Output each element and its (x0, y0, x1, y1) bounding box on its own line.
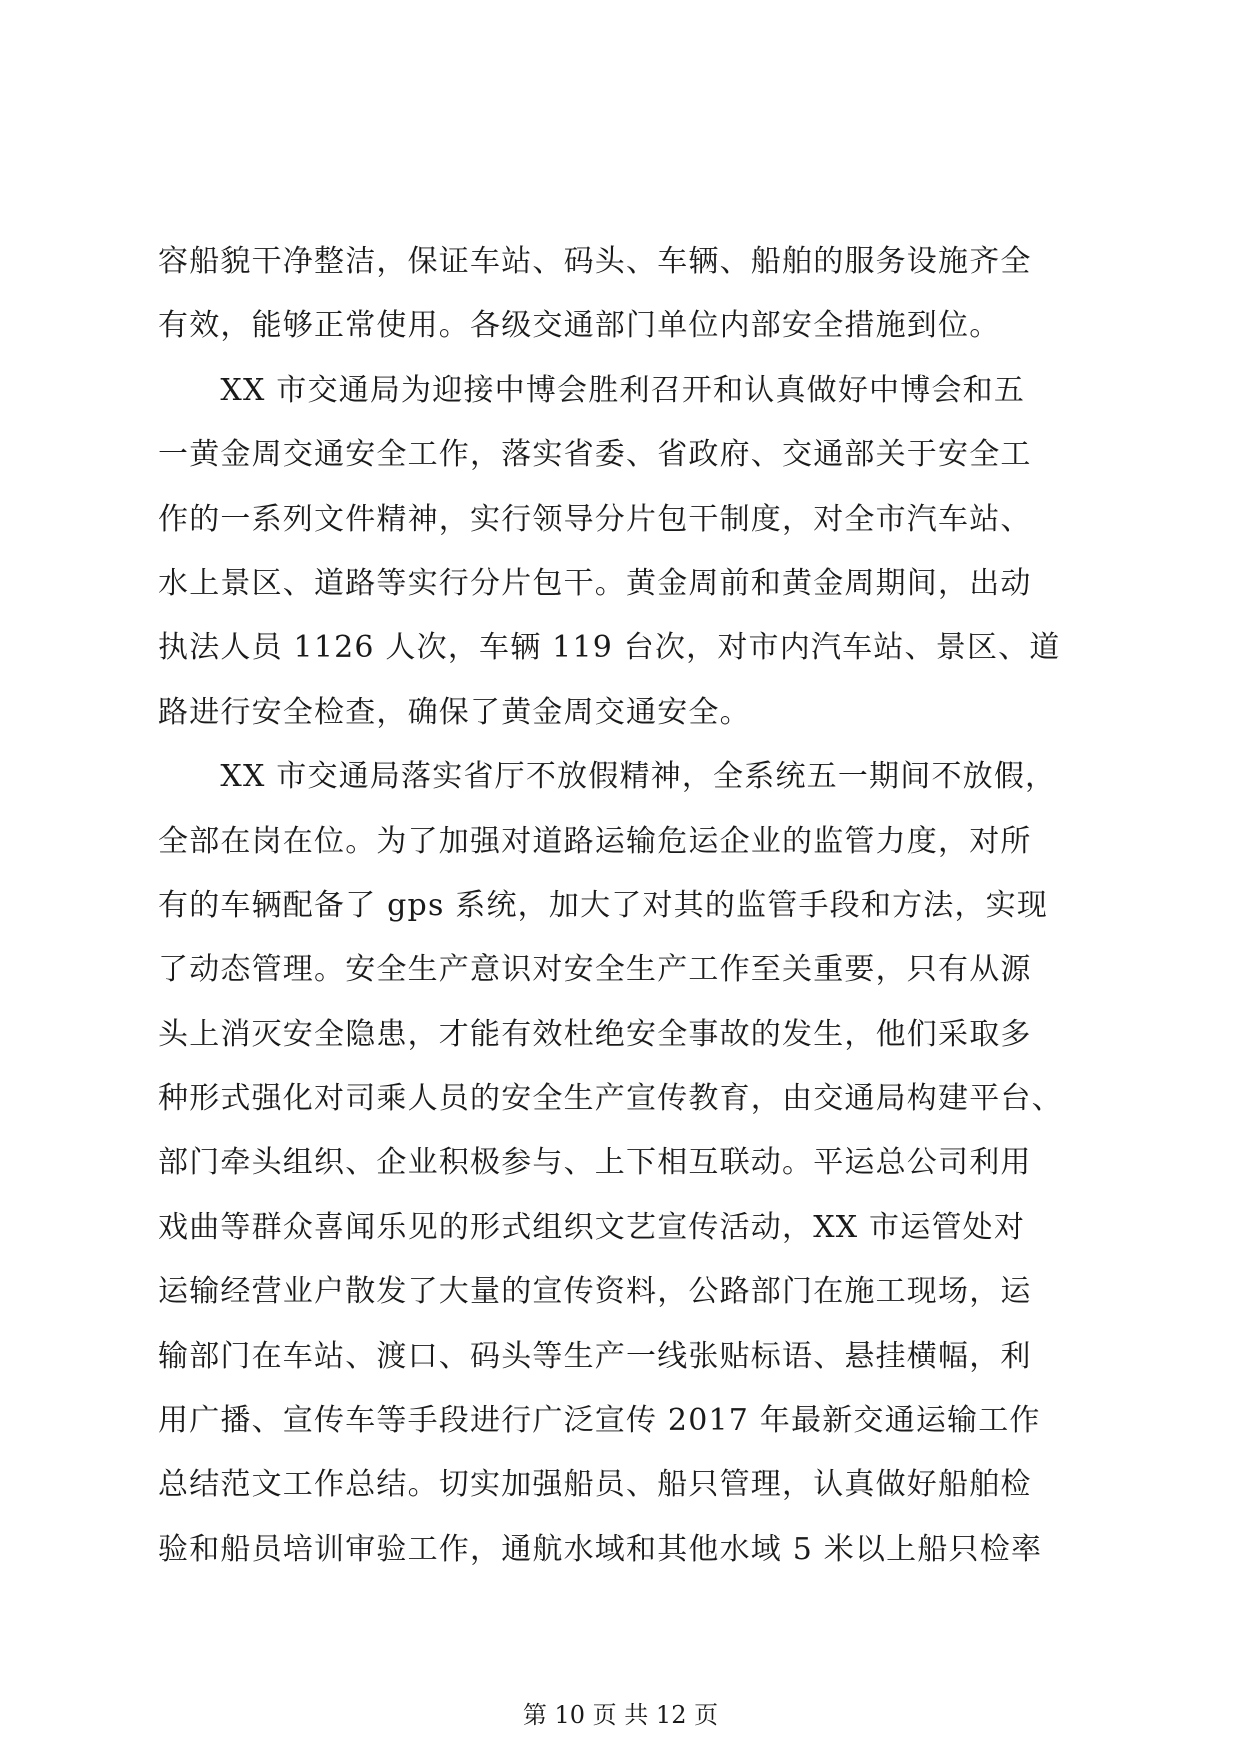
text-line: 作的一系列文件精神，实行领导分片包干制度，对全市汽车站、 (158, 501, 1032, 537)
text-line: 一黄金周交通安全工作，落实省委、省政府、交通部关于安全工 (158, 437, 1032, 473)
text-line: 运输经营业户散发了大量的宣传资料，公路部门在施工现场，运 (158, 1274, 1032, 1310)
text-line: 输部门在车站、渡口、码头等生产一线张贴标语、悬挂横幅，利 (158, 1338, 1032, 1374)
text-line: 种形式强化对司乘人员的安全生产宣传教育，由交通局构建平台、 (158, 1081, 1063, 1117)
text-line: 验和船员培训审验工作，通航水域和其他水域 5 米以上船只检率 (158, 1531, 1043, 1567)
text-line: XX 市交通局落实省厅不放假精神，全系统五一期间不放假， (158, 759, 1057, 795)
body-text (158, 230, 1088, 1582)
text-line: 头上消灭安全隐患，才能有效杜绝安全事故的发生，他们采取多 (158, 1016, 1032, 1052)
text-line: 部门牵头组织、企业积极参与、上下相互联动。平运总公司利用 (158, 1145, 1032, 1181)
page-footer: 第 10 页 共 12 页 (522, 1701, 719, 1729)
text-line: 执法人员 1126 人次，车辆 119 台次，对市内汽车站、景区、道 (158, 630, 1061, 666)
text-line: 有的车辆配备了 gps 系统，加大了对其的监管手段和方法，实现 (158, 887, 1049, 923)
text-line: XX 市交通局为迎接中博会胜利召开和认真做好中博会和五 (158, 372, 1026, 408)
text-line: 水上景区、道路等实行分片包干。黄金周前和黄金周期间，出动 (158, 565, 1032, 601)
text-line: 容船貌干净整洁，保证车站、码头、车辆、船舶的服务设施齐全 (158, 244, 1032, 279)
text-line: 了动态管理。安全生产意识对安全生产工作至关重要，只有从源 (158, 952, 1032, 988)
text-line: 全部在岗在位。为了加强对道路运输危运企业的监管力度，对所 (158, 823, 1032, 859)
text-line: 总结范文工作总结。切实加强船员、船只管理，认真做好船舶检 (158, 1467, 1032, 1503)
text-line: 路进行安全检查，确保了黄金周交通安全。 (158, 694, 751, 730)
text-line: 用广播、宣传车等手段进行广泛宣传 2017 年最新交通运输工作 (158, 1403, 1041, 1439)
text-line: 有效，能够正常使用。各级交通部门单位内部安全措施到位。 (158, 308, 1001, 344)
text-line: 戏曲等群众喜闻乐见的形式组织文艺宣传活动，XX 市运管处对 (158, 1209, 1026, 1245)
